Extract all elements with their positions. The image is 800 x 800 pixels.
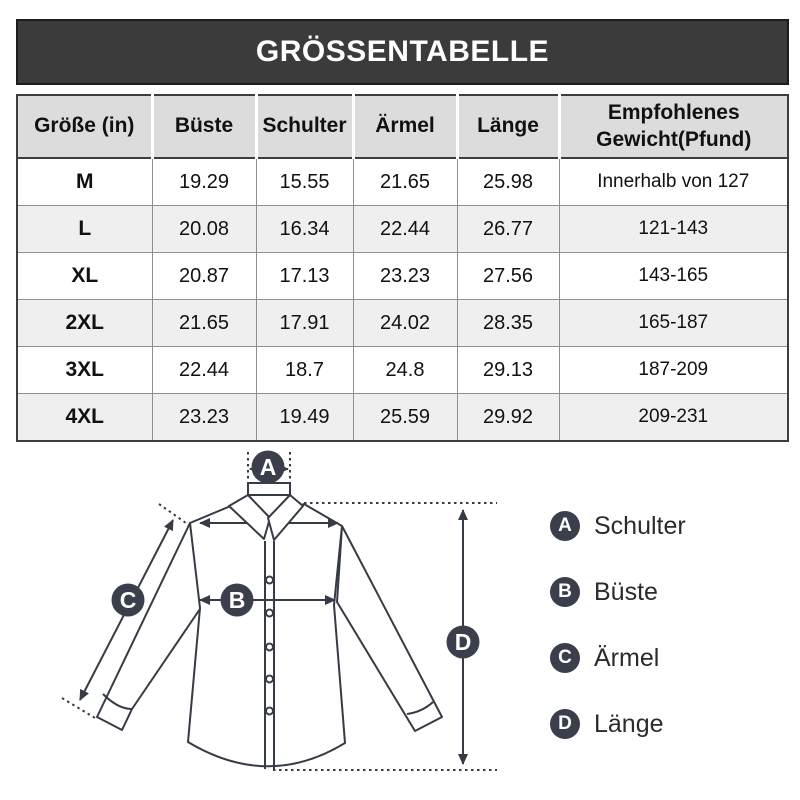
table-header-row: [17, 95, 788, 158]
legend-badge-a: A: [550, 511, 580, 541]
table-row: [17, 394, 788, 442]
column-header-shoulder: Schulter: [256, 95, 353, 158]
table-cell: 19.29: [152, 158, 256, 206]
size-cell: XL: [17, 253, 152, 300]
button: [266, 610, 273, 617]
marker-a-badge: [252, 451, 285, 484]
button: [266, 708, 273, 715]
table-cell: 16.34: [256, 206, 353, 253]
table-cell: 28.35: [457, 300, 559, 347]
marker-d-label: D: [454, 629, 472, 655]
table-row: [17, 158, 788, 206]
right-sleeve: [337, 526, 442, 731]
table-cell: 17.13: [256, 253, 353, 300]
table-cell: 165-187: [559, 300, 788, 347]
table-cell: 20.08: [152, 206, 256, 253]
table-cell: 21.65: [152, 300, 256, 347]
table-cell: 23.23: [353, 253, 457, 300]
table-cell: 29.92: [457, 394, 559, 442]
column-header-bust: Büste: [152, 95, 256, 158]
column-header-size: Größe (in): [17, 95, 152, 158]
size-cell: 3XL: [17, 347, 152, 394]
table-cell: 24.02: [353, 300, 457, 347]
table-cell: 187-209: [559, 347, 788, 394]
size-cell: L: [17, 206, 152, 253]
table-row: [17, 206, 788, 253]
table-cell: 15.55: [256, 158, 353, 206]
table-cell: 121-143: [559, 206, 788, 253]
table-cell: 25.98: [457, 158, 559, 206]
marker-c-label: C: [119, 587, 137, 613]
table-cell: 22.44: [353, 206, 457, 253]
marker-a-label: A: [259, 454, 277, 480]
button: [266, 644, 273, 651]
size-cell: 2XL: [17, 300, 152, 347]
table-cell: 19.49: [256, 394, 353, 442]
legend-item-schulter: [550, 511, 686, 541]
size-cell: 4XL: [17, 394, 152, 442]
table-cell: 27.56: [457, 253, 559, 300]
table-cell: 22.44: [152, 347, 256, 394]
table-cell: 20.87: [152, 253, 256, 300]
legend-label-aermel: Ärmel: [594, 643, 660, 672]
size-chart-card: [16, 19, 789, 442]
table-cell: 209-231: [559, 394, 788, 442]
table-cell: 29.13: [457, 347, 559, 394]
column-header-length: Länge: [457, 95, 559, 158]
legend-label-schulter: Schulter: [594, 511, 686, 540]
button: [266, 577, 273, 584]
table-cell: 17.91: [256, 300, 353, 347]
chart-title-bar: [16, 19, 789, 85]
table-cell: 25.59: [353, 394, 457, 442]
legend-item-laenge: [550, 709, 686, 739]
table-cell: 21.65: [353, 158, 457, 206]
table-cell: 26.77: [457, 206, 559, 253]
legend-label-bueste: Büste: [594, 577, 658, 606]
marker-c-badge: [112, 584, 145, 617]
legend-item-bueste: [550, 577, 686, 607]
table-row: [17, 253, 788, 300]
shirt-measurement-diagram: [40, 440, 510, 800]
marker-d-badge: [447, 626, 480, 659]
column-header-sleeve: Ärmel: [353, 95, 457, 158]
legend-badge-b: B: [550, 577, 580, 607]
collar-band: [248, 483, 290, 495]
button: [266, 676, 273, 683]
size-cell: M: [17, 158, 152, 206]
legend-item-aermel: [550, 643, 686, 673]
legend-badge-c: C: [550, 643, 580, 673]
legend-badge-d: D: [550, 709, 580, 739]
table-row: [17, 300, 788, 347]
table-cell: 23.23: [152, 394, 256, 442]
marker-b-label: B: [228, 587, 246, 613]
table-row: [17, 347, 788, 394]
left-sleeve: [97, 523, 202, 730]
shirt-body: [188, 504, 345, 766]
legend-label-laenge: Länge: [594, 709, 664, 738]
marker-b-badge: [221, 584, 254, 617]
chart-title: GRÖSSENTABELLE: [255, 35, 550, 68]
table-cell: Innerhalb von 127: [559, 158, 788, 206]
size-table: [16, 94, 789, 442]
table-cell: 143-165: [559, 253, 788, 300]
legend: [550, 511, 686, 739]
table-cell: 18.7: [256, 347, 353, 394]
sleeve-guide-bottom-dotted-line: [62, 698, 95, 718]
column-header-weight: Empfohlenes Gewicht(Pfund): [559, 95, 788, 158]
table-cell: 24.8: [353, 347, 457, 394]
